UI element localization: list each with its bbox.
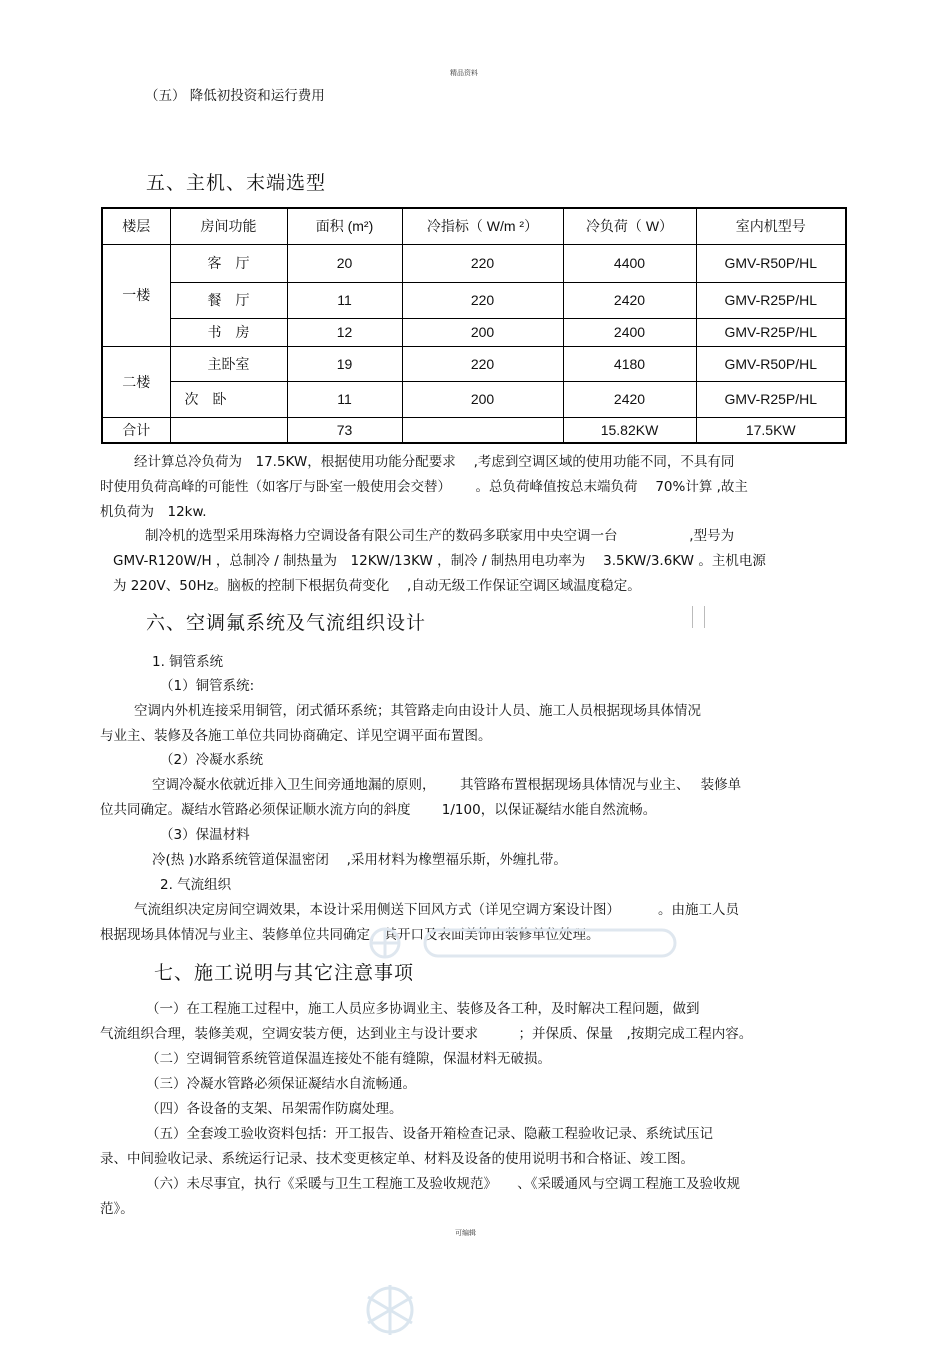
index-cell: 220 — [402, 282, 563, 318]
item-five: （五） 降低初投资和运行费用 — [145, 88, 325, 104]
note2: （二）空调铜管系统管道保温连接处不能有缝隙，保温材料无破损。 — [146, 1051, 551, 1067]
model-cell: GMV-R25P/HL — [696, 282, 846, 318]
header-note: 精品资料 — [450, 69, 478, 77]
note1-line1: （一）在工程施工过程中，施工人员应多协调业主、装修及各工种，及时解决工程问题，做到 — [146, 1001, 700, 1017]
table-header-row — [102, 208, 846, 244]
sub-airflow: 2. 气流组织 — [160, 877, 232, 893]
index-cell: 220 — [402, 244, 563, 282]
total-area: 73 — [287, 417, 402, 443]
total-empty-cell — [170, 417, 287, 443]
note6-line1: （六）未尽事宜，执行《采暖与卫生工程施工及验收规范》 、《采暖通风与空调工程施工及验收规 — [146, 1176, 740, 1192]
p1-line1: 空调内外机连接采用铜管，闭式循环系统；其管路走向由设计人员、施工人员根据现场具体情况 — [134, 703, 701, 719]
header-indoor-model: 室内机型号 — [696, 208, 846, 244]
floor-cell: 一楼 — [102, 244, 170, 346]
model-cell: GMV-R50P/HL — [696, 346, 846, 381]
section6-title: 六、空调氟系统及气流组织设计 — [146, 612, 427, 634]
p2-line1: 空调冷凝水依就近排入卫生间旁通地漏的原则， 其管路布置根据现场具体情况与业主、 装修单 — [152, 777, 742, 793]
area-cell: 12 — [287, 318, 402, 346]
model-cell: GMV-R25P/HL — [696, 318, 846, 346]
para2-line2: GMV-R120W/H ，总制冷 / 制热量为 12KW/13KW ，制冷 / 制热用电功率为 3.5KW/3.6KW 。主机电源 — [113, 553, 766, 569]
total-label: 合计 — [102, 417, 170, 443]
p4-line1: 气流组织决定房间空调效果，本设计采用侧送下回风方式（详见空调方案设计图） 。由施工人员 — [134, 902, 740, 918]
table-row — [102, 282, 846, 318]
para2-line1: 制冷机的选型采用珠海格力空调设备有限公司生产的数码多联家用中央空调一台 ,型号为 — [145, 528, 735, 544]
note6-line2: 范》。 — [100, 1201, 134, 1217]
header-floor: 楼层 — [102, 208, 170, 244]
model-cell: GMV-R25P/HL — [696, 381, 846, 417]
area-cell: 11 — [287, 282, 402, 318]
room-cell: 客 厅 — [170, 244, 287, 282]
index-cell: 200 — [402, 318, 563, 346]
table-row — [102, 244, 846, 282]
sub-copper-pipe: （1）铜管系统: — [160, 678, 255, 694]
note3: （三）冷凝水管路必须保证凝结水自流畅通。 — [146, 1076, 416, 1092]
section7-title: 七、施工说明与其它注意事项 — [154, 962, 415, 984]
p1-line2: 与业主、装修及各施工单位共同协商确定、详见空调平面布置图。 — [100, 728, 492, 744]
note5-line1: （五）全套竣工验收资料包括：开工报告、设备开箱检查记录、隐蔽工程验收记录、系统试压记 — [146, 1126, 713, 1142]
floor-cell: 二楼 — [102, 346, 170, 417]
header-cooling-index: 冷指标（ W/m ²） — [402, 208, 563, 244]
header-cooling-load: 冷负荷（ W） — [563, 208, 696, 244]
footer-note: 可编辑 — [455, 1229, 476, 1237]
table-row — [102, 318, 846, 346]
note1-line2: 气流组织合理，装修美观，空调安装方便，达到业主与设计要求 ；并保质、保量 ,按期完成工程内容。 — [100, 1026, 753, 1042]
load-cell: 2420 — [563, 282, 696, 318]
table-total-row — [102, 417, 846, 443]
unit-selection-table — [101, 207, 847, 444]
total-empty-cell — [402, 417, 563, 443]
para1-line2: 时使用负荷高峰的可能性（如客厅与卧室一般使用会交替） 。总负荷峰值按总末端负荷 70%计算 ,故主 — [100, 479, 748, 495]
sub-copper-system: 1. 铜管系统 — [152, 654, 224, 670]
room-cell: 主卧室 — [170, 346, 287, 381]
p3: 冷(热 )水路系统管道保温密闭 ,采用材料为橡塑福乐斯，外缠扎带。 — [152, 852, 567, 868]
section5-title: 五、主机、末端选型 — [146, 172, 327, 194]
area-cell: 20 — [287, 244, 402, 282]
note4: （四）各设备的支架、吊架需作防腐处理。 — [146, 1101, 403, 1117]
p2-line2: 位共同确定。凝结水管路必须保证顺水流方向的斜度 1/100，以保证凝结水能自然流畅。 — [100, 802, 657, 818]
note5-line2: 录、中间验收记录、系统运行记录、技术变更核定单、材料及设备的使用说明书和合格证、竣工图。 — [100, 1151, 694, 1167]
sub-insulation: （3）保温材料 — [160, 827, 250, 843]
load-cell: 2420 — [563, 381, 696, 417]
total-model: 17.5KW — [696, 417, 846, 443]
para1-line1: 经计算总冷负荷为 17.5KW，根据使用功能分配要求 ,考虑到空调区域的使用功能不同，不具有同 — [134, 454, 735, 470]
para1-line3: 机负荷为 12kw. — [100, 504, 207, 520]
index-cell: 200 — [402, 381, 563, 417]
header-room: 房间功能 — [170, 208, 287, 244]
sub-condensate: （2）冷凝水系统 — [160, 752, 264, 768]
area-cell: 19 — [287, 346, 402, 381]
room-cell: 书 房 — [170, 318, 287, 346]
table-row — [102, 346, 846, 381]
load-cell: 2400 — [563, 318, 696, 346]
room-cell: 次 卧 — [170, 381, 287, 417]
table-row — [102, 381, 846, 417]
total-load: 15.82KW — [563, 417, 696, 443]
area-cell: 11 — [287, 381, 402, 417]
divider — [704, 606, 705, 628]
p4-line2: 根据现场具体情况与业主、装修单位共同确定，其开口及表面美饰由装修单位处理。 — [100, 927, 600, 943]
index-cell: 220 — [402, 346, 563, 381]
para2-line3: 为 220V、50Hz。脑板的控制下根据负荷变化 ,自动无级工作保证空调区域温度稳定。 — [113, 578, 641, 594]
model-cell: GMV-R50P/HL — [696, 244, 846, 282]
divider — [692, 606, 693, 628]
room-cell: 餐 厅 — [170, 282, 287, 318]
header-area: 面积 (m²) — [287, 208, 402, 244]
load-cell: 4400 — [563, 244, 696, 282]
load-cell: 4180 — [563, 346, 696, 381]
watermark-snowflake-icon — [355, 1275, 425, 1345]
